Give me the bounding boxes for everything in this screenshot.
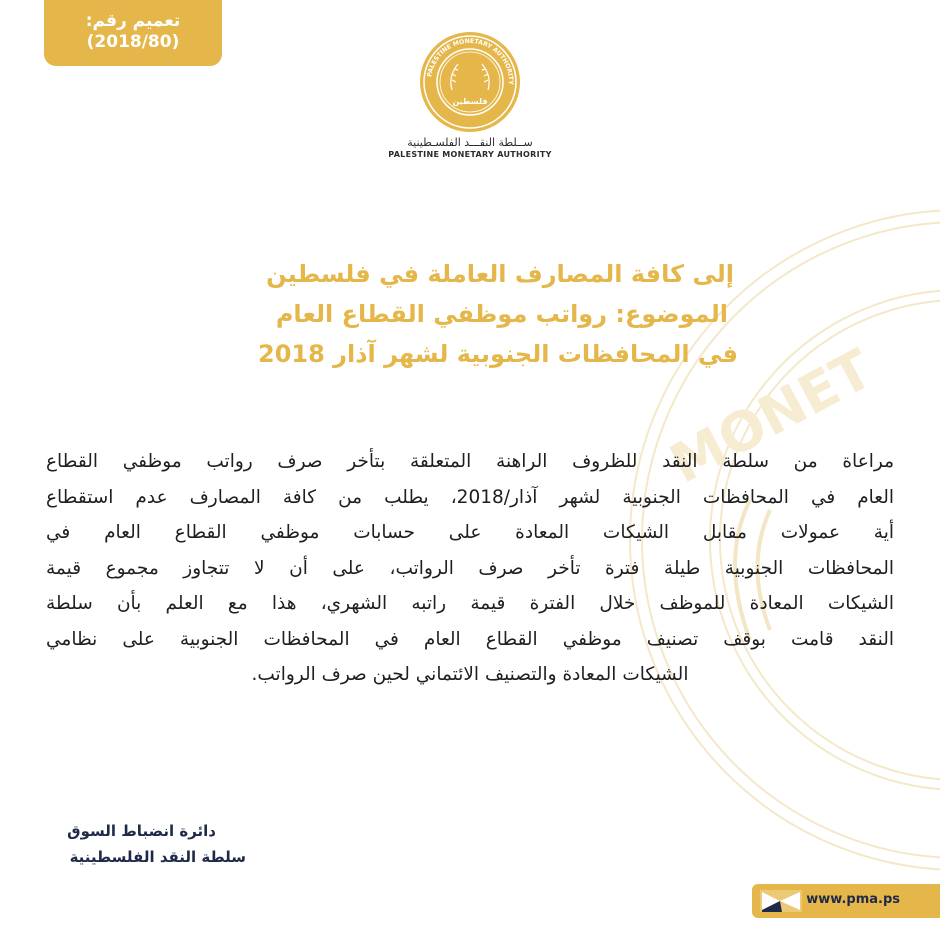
circular-number: (2018/80) — [86, 32, 180, 52]
pma-footer-logo-icon — [758, 888, 804, 914]
body-line: الشيكات المعادة للموظف خلال الفترة قيمة راتبه الشهري، هذا مع العلم بأن سلطة — [46, 593, 894, 614]
logo-name-arabic: ســلطة النقـــد الفلسـطينية — [407, 136, 533, 149]
svg-text:PALESTINE MONETARY AUTHORITY: PALESTINE MONETARY AUTHORITY — [426, 37, 515, 85]
body-paragraph — [46, 444, 894, 693]
website-link[interactable]: www.pma.ps — [806, 892, 900, 907]
body-line: العام في المحافظات الجنوبية لشهر آذار/2018، يطلب من كافة المصارف عدم استقطاع — [46, 486, 894, 508]
body-line: أية عمولات مقابل الشيكات المعادة على حسابات موظفي القطاع العام في — [46, 522, 894, 543]
pma-seal-icon — [418, 30, 522, 134]
document-titles — [200, 254, 738, 374]
body-line: الشيكات المعادة والتصنيف الائتماني لحين صرف الرواتب. — [251, 664, 689, 685]
signature-authority: سلطة النقد الفلسطينية — [69, 848, 246, 866]
svg-text:MONET: MONET — [659, 337, 883, 496]
footer-bar — [752, 884, 940, 918]
circular-label: تعميم رقم: — [85, 11, 181, 31]
signature-block — [46, 818, 246, 870]
circular-number-badge — [44, 0, 222, 66]
body-line: النقد قامت بوقف تصنيف موظفي القطاع العام في المحافظات الجنوبية على نظامي — [46, 628, 894, 650]
signature-department: دائرة انضباط السوق — [67, 822, 216, 840]
subject-line-1: الموضوع: رواتب موظفي القطاع العام — [275, 300, 728, 328]
subject-line-2: في المحافظات الجنوبية لشهر آذار 2018 — [258, 340, 738, 368]
svg-text:فلسطين: فلسطين — [452, 97, 488, 106]
pma-logo — [380, 30, 560, 170]
body-line: مراعاة من سلطة النقد للظروف الراهنة المتعلقة بتأخر صرف رواتب موظفي القطاع — [46, 451, 894, 472]
addressee-line: إلى كافة المصارف العاملة في فلسطين — [266, 260, 734, 288]
body-line: المحافظات الجنوبية طيلة فترة تأخر صرف الرواتب، على أن لا تتجاوز مجموع قيمة — [46, 557, 894, 579]
logo-name-english: PALESTINE MONETARY AUTHORITY — [388, 150, 552, 159]
